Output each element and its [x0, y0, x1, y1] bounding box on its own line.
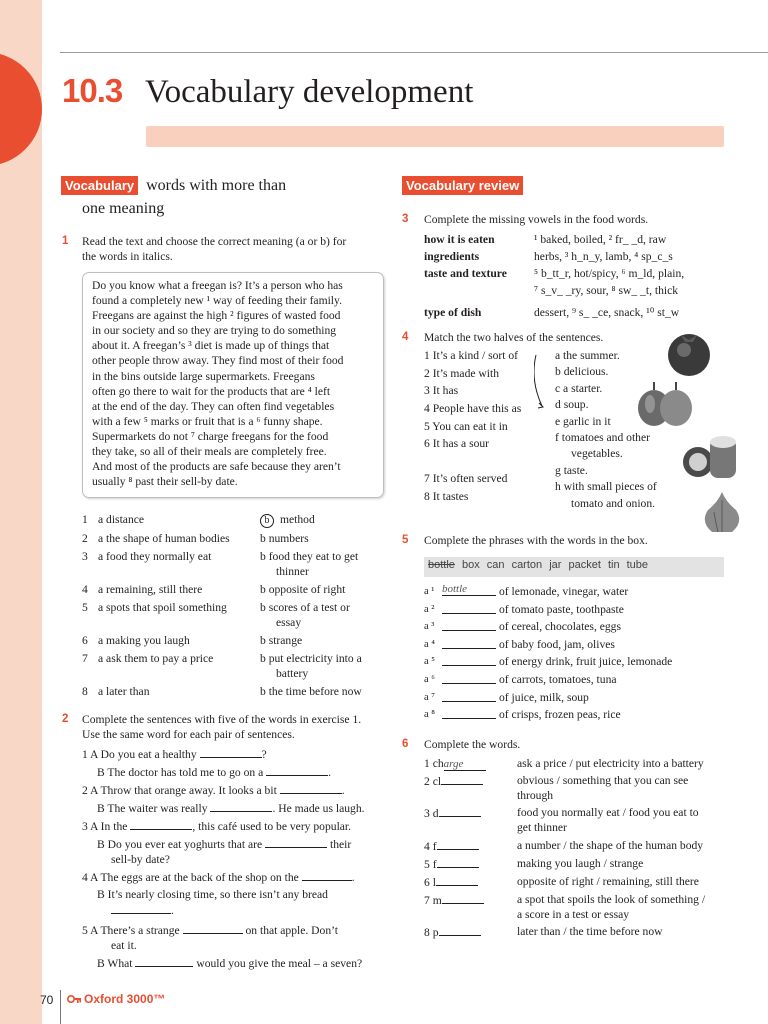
word-row-definition-wrap: [517, 856, 734, 872]
passage-line: in the bins outside large supermarkets. Freegans: [92, 369, 315, 383]
vowel-row: [424, 249, 724, 264]
match-first-half: 8 It tastes: [424, 490, 469, 504]
word-row: [424, 805, 734, 835]
choice-number: 1: [82, 513, 88, 526]
word-row: [424, 924, 734, 940]
passage-line: Do you know what a freegan is? It’s a person who has: [92, 279, 343, 292]
word-row-start: [424, 892, 517, 922]
answer-blank[interactable]: [436, 874, 478, 886]
choice-b: b strange: [260, 634, 303, 647]
vowel-row: [424, 305, 724, 320]
match-first-half: 4 People have this as: [424, 402, 522, 416]
vocabulary-subtitle-1: words with more than: [146, 177, 287, 194]
answer-blank[interactable]: [442, 654, 496, 666]
exercise-4-first-halves: [424, 348, 544, 507]
phrase-number: a ⁵: [424, 656, 435, 668]
reading-passage: [92, 278, 377, 489]
passage-line: usually ⁸ past their sell-by date.: [92, 475, 238, 489]
vowel-row-words: ⁷ s_v_ _ry, sour, ⁸ sw_ _t, thick: [534, 284, 679, 297]
word-row-definition-wrap: [517, 773, 734, 803]
word-row-definition-wrap: [517, 805, 734, 835]
passage-line: at the end of the day. They can often find vegetables: [92, 399, 335, 413]
choice-b-wrap: [260, 684, 392, 699]
word-row-prefix: 6 l: [424, 875, 436, 889]
word-row-definition: opposite of right / remaining, still there: [517, 874, 699, 888]
vocabulary-chip: Vocabulary: [61, 176, 138, 195]
word-row-start: [424, 756, 517, 771]
word-row-definition-wrap: [517, 892, 734, 922]
section-number: 10.3: [62, 72, 123, 109]
word-row-start: [424, 856, 517, 872]
page-title: Vocabulary development: [145, 74, 474, 110]
match-second-half: c a starter.: [555, 381, 603, 395]
choice-b: b put electricity into a: [260, 652, 362, 665]
match-first-half: 7 It’s often served: [424, 472, 508, 486]
match-second-half: b delicious.: [555, 365, 609, 379]
word-row-definition: making you laugh / strange: [517, 856, 644, 870]
exercise-3-table: [424, 232, 724, 322]
vowel-row: [424, 283, 724, 298]
vowel-row-label: [424, 283, 534, 298]
answer-blank[interactable]: [280, 782, 342, 794]
choice-row: [82, 651, 392, 681]
choice-number: 8: [82, 685, 88, 698]
answer-blank[interactable]: [442, 619, 496, 631]
choice-row: [82, 600, 392, 630]
passage-line: with a few ⁵ marks or fruit that is a ⁶ funny shape.: [92, 414, 323, 428]
answer-blank[interactable]: [442, 637, 496, 649]
vocabulary-review-heading: [402, 177, 523, 195]
vowel-row-words: ¹ baked, boiled, ² fr_ _d, raw: [534, 233, 667, 246]
match-second-half: a the summer.: [555, 349, 620, 362]
garlic-icon: [700, 488, 744, 536]
choice-row: [82, 512, 392, 528]
word-row-definition: obvious / something that you can see: [517, 774, 689, 788]
word-row-start: [424, 838, 517, 854]
vocabulary-review-chip: Vocabulary review: [402, 176, 523, 195]
phrase-row: [424, 672, 724, 687]
top-rule: [60, 52, 768, 53]
answer-blank[interactable]: [442, 602, 496, 614]
answer-blank[interactable]: [111, 902, 171, 914]
exercise-3-instruction: Complete the missing vowels in the food words.: [424, 213, 649, 226]
vowel-row-words: herbs, ³ h_n_y, lamb, ⁴ sp_c_s: [534, 250, 673, 263]
word-row: [424, 856, 734, 872]
phrase-row: [424, 707, 724, 722]
exercise-6-number: 6: [402, 738, 409, 750]
phrase-number: a ³: [424, 621, 435, 633]
vowel-row-label: taste and texture: [424, 267, 507, 280]
choice-b: b food they eat to get: [260, 550, 359, 563]
phrase-row: [424, 654, 724, 669]
passage-line: about it. A freegan’s ³ diet is made up of things that: [92, 339, 330, 353]
vowel-row-label: ingredients: [424, 250, 480, 263]
answer-blank[interactable]: [183, 922, 243, 934]
choice-b-wrap: [260, 582, 392, 597]
word-row: [424, 892, 734, 922]
word-row-definition: food you normally eat / food you eat to: [517, 806, 699, 820]
passage-line: they take, so all of their meals are completely free.: [92, 445, 327, 459]
exercise-2-sentences: 1 A Do you eat a healthy ? B The doctor has told me to go on a . 2 A Throw that orange away. It looks a bit . B The waiter was really . He made us laugh. 3 A In the , this café used to be very popular. B Do you ever eat yoghurts that are their sell-by date? 4 A The eggs are at the back of the shop on the . B It’s nearly closing time, so there isn’t any bread . 5 A There’s a strange on that apple. Don’t eat it. B What would you give the meal – a seven?: [82, 748, 365, 970]
circled-answer-b: b: [260, 514, 274, 528]
word-row-start: [424, 924, 517, 940]
answer-blank[interactable]: [439, 805, 481, 817]
answer-blank[interactable]: [441, 773, 483, 785]
word-row-start: [424, 874, 517, 890]
choice-b: method: [280, 513, 315, 526]
word-row: [424, 874, 734, 890]
passage-line: other people throw away. They find most of their food: [92, 354, 344, 368]
choice-b-continued: essay: [276, 616, 302, 629]
phrase-number: a ⁴: [424, 638, 435, 650]
match-second-half: g taste.: [555, 463, 588, 477]
choice-row: [82, 531, 392, 546]
vowel-row-label: type of dish: [424, 306, 482, 319]
choice-a: a distance: [98, 513, 145, 526]
word-row: [424, 756, 734, 771]
onion-icon: [634, 378, 696, 428]
vocabulary-heading: [61, 177, 286, 195]
phrase-text: of carrots, tomatoes, tuna: [499, 672, 617, 686]
answer-blank[interactable]: [442, 690, 496, 702]
answer-blank[interactable]: [200, 746, 262, 758]
vowel-row: [424, 266, 724, 281]
exercise-4-instruction: Match the two halves of the sentences.: [424, 331, 604, 344]
match-second-half: f tomatoes and other: [555, 430, 650, 444]
word-row-prefix: 3 d: [424, 807, 439, 821]
phrase-row: [424, 690, 724, 705]
phrase-number: a ⁶: [424, 673, 435, 685]
exercise-2-instruction: Complete the sentences with five of the words in exercise 1. Use the same word for each pair of sentences.: [82, 713, 362, 741]
vowel-row-words: ⁵ b_tt_r, hot/spicy, ⁶ m_ld, plain,: [534, 267, 685, 280]
word-row-definition: ask a price / put electricity into a battery: [517, 757, 704, 770]
phrase-number: a ¹: [424, 586, 435, 597]
answer-blank[interactable]: [437, 838, 479, 850]
struck-word: bottle: [428, 559, 455, 571]
exercise-1-number: 1: [62, 235, 69, 247]
phrase-text: of cereal, chocolates, eggs: [499, 620, 621, 634]
word-row-prefix: 7 m: [424, 894, 442, 908]
word-row-definition-continued: through: [517, 789, 554, 803]
phrase-row: [424, 584, 724, 599]
vocabulary-subtitle-2: one meaning: [82, 200, 165, 217]
phrase-row: [424, 619, 724, 634]
choice-number: 2: [82, 532, 88, 545]
choice-number: 7: [82, 652, 88, 665]
choice-row: [82, 633, 392, 648]
word-row-definition: later than / the time before now: [517, 925, 663, 939]
phrase-number: a ⁸: [424, 709, 435, 721]
phrase-row: [424, 637, 724, 652]
phrase-text: of baby food, jam, olives: [499, 637, 615, 651]
answer-blank[interactable]: [437, 856, 479, 868]
word-row-start: [424, 805, 517, 835]
match-first-half: 3 It has: [424, 384, 459, 398]
word-row-prefix: 2 cl: [424, 775, 442, 789]
exercise-6-instruction: Complete the words.: [424, 738, 521, 751]
passage-line: in our society and so they are trying to do something: [92, 324, 337, 338]
answer-blank[interactable]: [442, 672, 496, 684]
match-second-half: h with small pieces of: [555, 480, 657, 494]
choice-b-wrap: [260, 512, 392, 528]
word-row: [424, 838, 734, 854]
answer-blank[interactable]: [439, 924, 481, 936]
choice-a: a the shape of human bodies: [98, 532, 230, 545]
passage-line: Supermarkets do not ⁷ charge freegans for the food: [92, 429, 329, 443]
choice-b-continued: thinner: [276, 565, 309, 578]
phrase-text: of juice, milk, soup: [499, 690, 589, 704]
vowel-row-label: how it is eaten: [424, 233, 495, 246]
answer-blank[interactable]: arge: [444, 759, 486, 771]
page-number: 70: [40, 993, 54, 1007]
choice-number: 5: [82, 601, 88, 614]
word-row-definition-wrap: [517, 924, 734, 940]
answer-blank[interactable]: [302, 869, 352, 881]
word-row-definition-wrap: [517, 874, 734, 890]
exercise-5-instruction: Complete the phrases with the words in the box.: [424, 534, 648, 547]
sliced-vegetables-icon: [680, 432, 740, 484]
match-first-half: 5 You can eat it in: [424, 419, 508, 433]
phrase-text: of crisps, frozen peas, rice: [499, 708, 621, 722]
word-box-words: bottle box can carton jar packet tin tube: [428, 559, 649, 571]
choice-b-wrap: [260, 531, 392, 546]
key-icon: [67, 994, 81, 1004]
choice-b: b the time before now: [260, 685, 362, 698]
phrase-text: of tomato paste, toothpaste: [499, 602, 624, 616]
phrase-text: of energy drink, fruit juice, lemonade: [499, 655, 673, 669]
exercise-1-instruction: Read the text and choose the correct meaning (a or b) for the words in italics.: [82, 235, 347, 263]
choice-b-wrap: [260, 633, 392, 648]
choice-b-continued: battery: [276, 667, 309, 680]
phrase-text: of lemonade, vinegar, water: [499, 585, 629, 598]
choice-number: 3: [82, 550, 88, 563]
choice-row: [82, 684, 392, 699]
word-row-definition-wrap: [517, 838, 734, 854]
exercise-2-number: 2: [62, 713, 69, 725]
title-underline-bar: [146, 126, 724, 147]
word-row-prefix: 4 f: [424, 839, 437, 853]
match-second-half: tomato and onion.: [571, 496, 656, 510]
match-line-drawing: [534, 350, 564, 410]
word-row: [424, 773, 734, 803]
exercise-5-number: 5: [402, 534, 409, 546]
choice-number: 6: [82, 634, 88, 647]
choice-number: 4: [82, 583, 88, 596]
answer-blank[interactable]: bottle: [442, 584, 496, 596]
word-row-definition-wrap: [517, 756, 734, 771]
match-first-half: 1 It’s a kind / sort of: [424, 349, 519, 362]
match-second-half: e garlic in it: [555, 414, 611, 428]
passage-line: And most of the products are safe because they aren’t: [92, 460, 341, 474]
exercise-6-rows: [424, 756, 734, 943]
word-row-prefix: 5 f: [424, 857, 437, 871]
exercise-1-choices: [82, 512, 392, 702]
match-second-half: vegetables.: [571, 447, 623, 461]
word-row-definition-continued: a score in a test or essay: [517, 908, 630, 922]
answer-blank[interactable]: [265, 836, 327, 848]
match-second-half: d soup.: [555, 398, 589, 412]
word-row-prefix: 1 ch: [424, 757, 444, 770]
footer-divider: [60, 990, 61, 1024]
answer-blank[interactable]: [210, 800, 272, 812]
phrase-number: a ⁷: [424, 691, 435, 703]
phrase-number: a ²: [424, 603, 435, 615]
match-first-half: 2 It’s made with: [424, 366, 500, 380]
choice-b: b numbers: [260, 532, 309, 545]
choice-a: a ask them to pay a price: [98, 652, 214, 665]
match-first-half: 6 It has a sour: [424, 437, 490, 451]
choice-b-wrap: [260, 600, 392, 630]
word-row-prefix: 8 p: [424, 926, 439, 940]
choice-a: a spots that spoil something: [98, 601, 227, 614]
passage-line: found a completely new ¹ way of feeding their family.: [92, 294, 342, 308]
passage-line: often go there to wait for the products that are ⁴ left: [92, 384, 331, 398]
answer-blank[interactable]: [135, 955, 193, 967]
choice-a: a later than: [98, 685, 150, 698]
tomato-icon: [664, 328, 714, 378]
choice-row: [82, 549, 392, 579]
answer-blank[interactable]: [266, 764, 328, 776]
exercise-3-number: 3: [402, 213, 409, 225]
answer-blank[interactable]: [130, 818, 192, 830]
passage-line: Freegans are against the high ² figures of wasted food: [92, 309, 341, 323]
choice-a: a making you laugh: [98, 634, 190, 647]
answer-blank[interactable]: [442, 892, 484, 904]
word-row-definition: a number / the shape of the human body: [517, 838, 704, 852]
choice-b: b scores of a test or: [260, 601, 350, 614]
phrase-row: [424, 602, 724, 617]
exercise-4-number: 4: [402, 331, 409, 343]
word-row-definition-continued: get thinner: [517, 821, 567, 835]
exercise-5-lines: [424, 584, 724, 725]
choice-a: a food they normally eat: [98, 550, 212, 563]
oxford-3000-label: Oxford 3000™: [84, 992, 166, 1006]
choice-b-wrap: [260, 651, 392, 681]
choice-b: b opposite of right: [260, 583, 346, 596]
answer-blank[interactable]: [442, 707, 496, 719]
choice-a: a remaining, still there: [98, 583, 203, 596]
choice-b-wrap: [260, 549, 392, 579]
word-row-start: [424, 773, 517, 803]
vowel-row: [424, 232, 724, 247]
word-row-definition: a spot that spoils the look of something /: [517, 893, 706, 907]
choice-row: [82, 582, 392, 597]
vowel-row-words: dessert, ⁹ s_ _ce, snack, ¹⁰ st_w: [534, 306, 680, 319]
